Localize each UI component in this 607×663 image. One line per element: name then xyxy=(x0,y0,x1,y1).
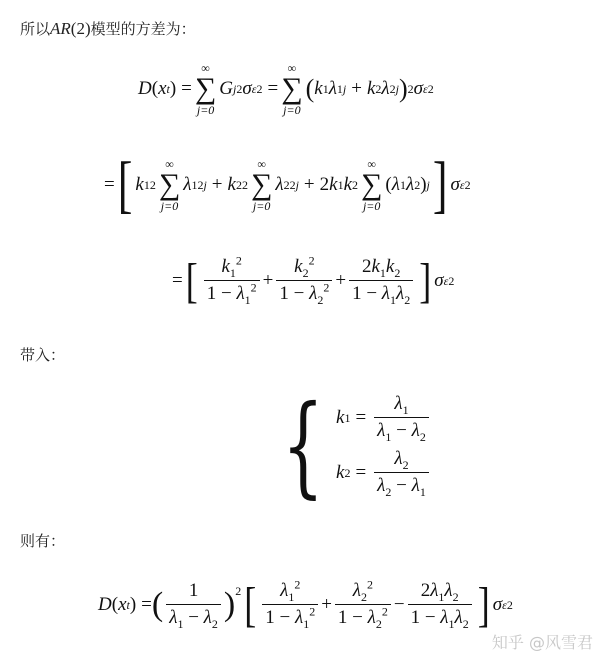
eq-symbol: G xyxy=(219,78,234,99)
fraction: $\frac{2\lambda_1\lambda_2}{1 - \lambda_1\lambda_2}$ xyxy=(408,580,472,629)
coefficient-system xyxy=(268,381,432,509)
thus-label: 则有： xyxy=(20,532,66,550)
k2-definition: k 2 = $\frac{\lambda_2}{\lambda_2 - \lambda_1}$ xyxy=(336,448,432,497)
equation-variance: D ( x t ) = ∞ ∑ j=0 G j 2 σ ε 2 = ∞ ∑ j=0 ( k 1 λ 1 j + k 2 λ 2 j ) 2 σ ε 2 xyxy=(138,61,434,117)
eq-symbol: D xyxy=(138,78,152,99)
summation: ∞ ∑ j=0 xyxy=(194,61,217,117)
summation: ∞ ∑ j=0 xyxy=(281,61,303,117)
equation-closed-form: = [ $\frac{k_1^2}{1 - \lambda_1^2}$ + $\frac{k_2^2}{1 - \lambda_2^2}$ + $\frac{2k_1k_2}{1 - \lambda_1\lambda_2}$ ] σ ε 2 xyxy=(172,253,455,308)
equation-final: D ( x t ) = ( $\frac{1}{\lambda_1 - \lambda_2}$ ) $^2$ [ $\frac{\lambda_1^2}{1 - \lambda_1^2}$ + $\frac{\lambda_2^2}{1 - \lambda_2^2}$ − $\frac{2\lambda_1\lambda_2}{1 - \lambda_1\lambda_2}$ ] σ ε 2 xyxy=(98,577,513,632)
equation-expanded: = [ k 1 2 ∞ ∑ j=0 λ 1 2j + k 2 2 ∞ ∑ j=0 λ 2 2j + 2 k 1 k 2 ∞ ∑ j=0 ( λ 1 λ 2 ) j ] σ ε 2 xyxy=(104,148,471,220)
summation: ∞ ∑ j=0 xyxy=(158,157,181,213)
fraction: $\frac{\lambda_1^2}{1 - \lambda_1^2}$ xyxy=(262,580,318,629)
intro-suffix: 模型的方差为： xyxy=(90,20,196,38)
fraction: $\frac{\lambda_2^2}{1 - \lambda_2^2}$ xyxy=(335,580,391,629)
left-brace: { xyxy=(282,381,324,509)
eq-symbol: x xyxy=(158,78,167,99)
intro-order: (2) xyxy=(70,19,91,38)
k1-definition: k 1 = $\frac{\lambda_1}{\lambda_1 - \lambda_2}$ xyxy=(336,393,432,442)
fraction: $\frac{2k_1k_2}{1 - \lambda_1\lambda_2}$ xyxy=(349,256,413,305)
fraction: $\frac{1}{\lambda_1 - \lambda_2}$ xyxy=(166,580,221,629)
fraction: $\frac{k_2^2}{1 - \lambda_2^2}$ xyxy=(276,256,332,305)
intro-model: AR xyxy=(50,19,71,38)
fraction: $\frac{\lambda_2}{\lambda_2 - \lambda_1}$ xyxy=(374,448,429,497)
zhihu-watermark: 知乎 @风雪君 xyxy=(491,633,593,652)
intro-prefix: 所以 xyxy=(20,20,51,38)
substitute-label: 带入： xyxy=(20,346,66,364)
summation: ∞ ∑ j=0 xyxy=(361,157,383,213)
summation: ∞ ∑ j=0 xyxy=(250,157,273,213)
fraction: $\frac{\lambda_1}{\lambda_1 - \lambda_2}$ xyxy=(374,393,429,442)
fraction: $\frac{k_1^2}{1 - \lambda_1^2}$ xyxy=(204,256,260,305)
intro-line xyxy=(20,18,196,39)
